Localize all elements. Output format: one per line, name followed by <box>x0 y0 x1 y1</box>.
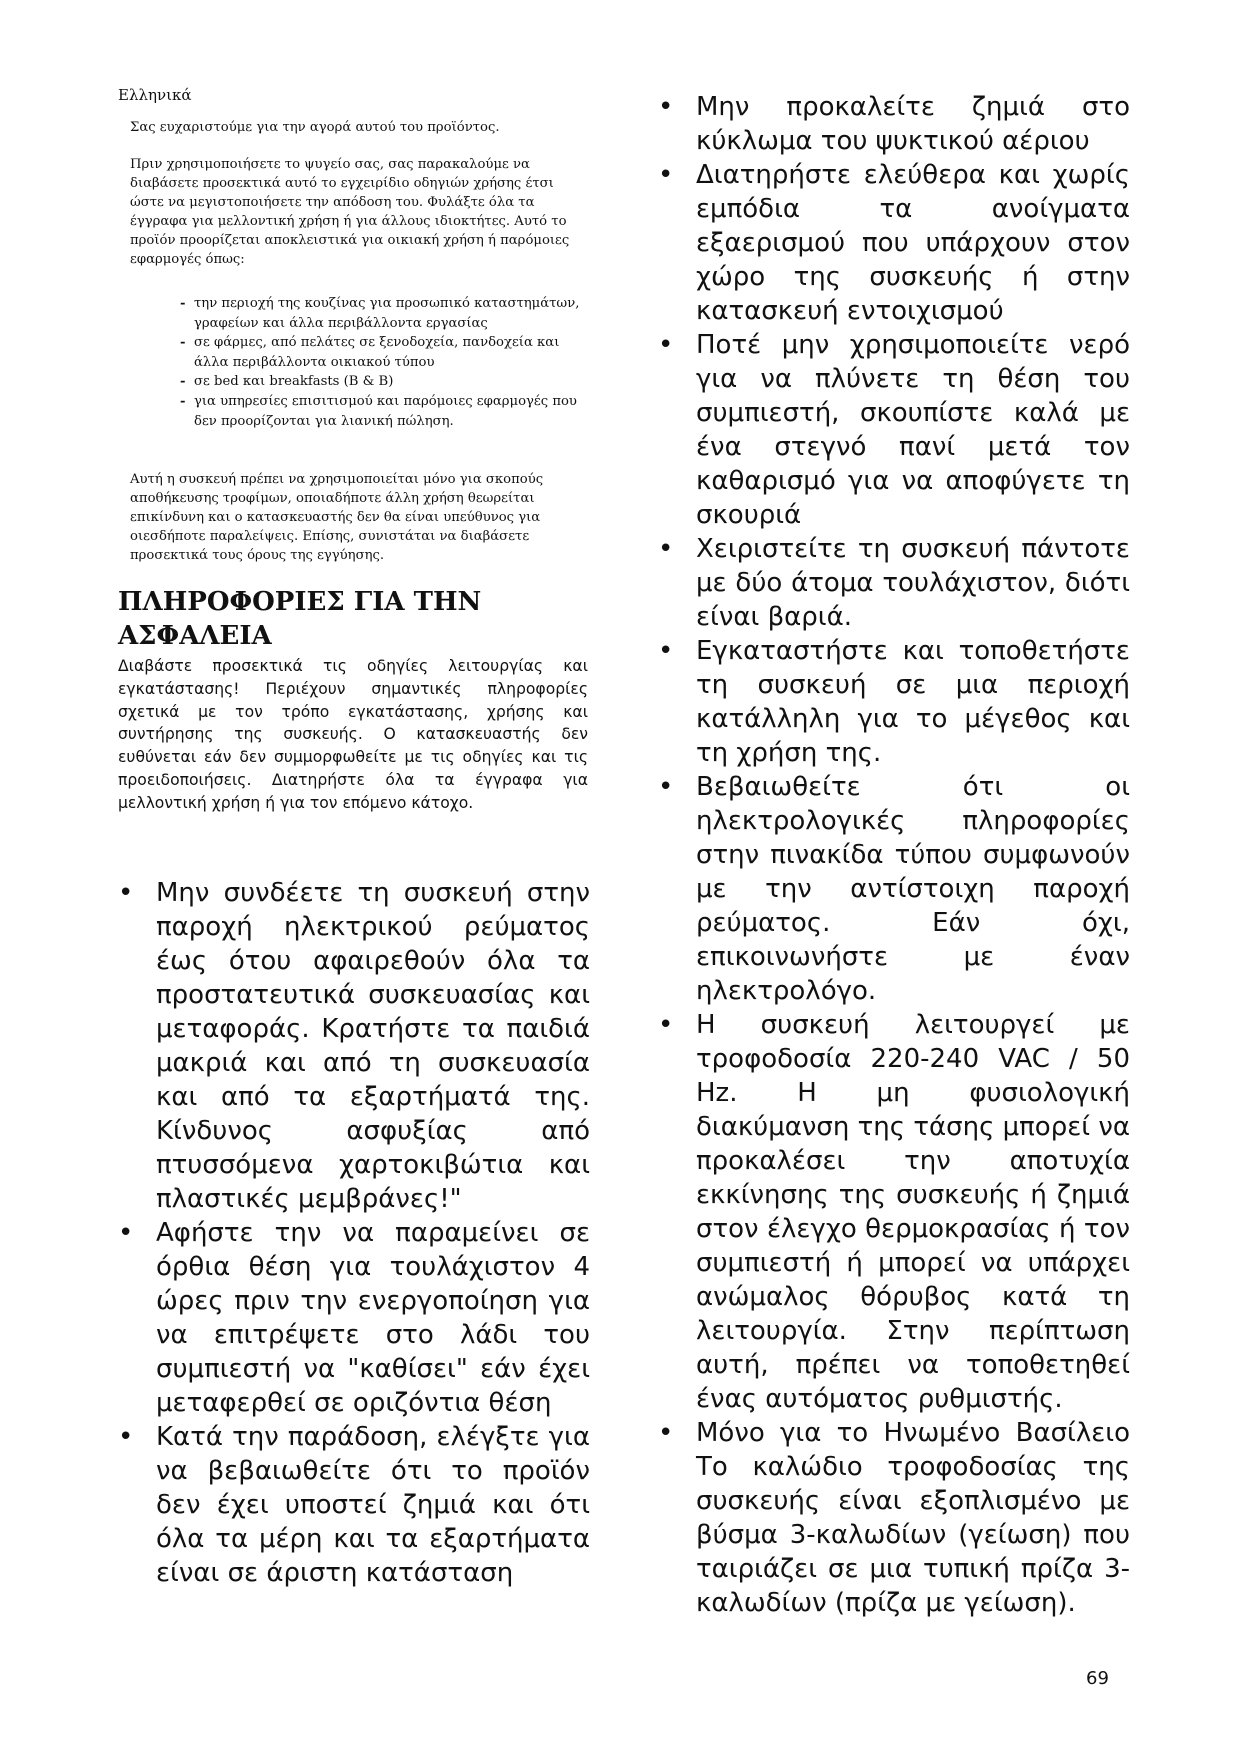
safety-intro: Διαβάστε προσεκτικά τις οδηγίες λειτουργίας και εγκατάστασης! Περιέχουν σημαντικές πληροφορίες σχετικά με τον τρόπο εγκατάστασης, χρήσης και συντήρησης της συσκευής. Ο κατασκευαστής δεν ευθύνεται εάν δεν συμμορφωθείτε με τις οδηγίες και τις προειδοποιήσεις. Διατηρήστε όλα τα έγγραφα για μελλοντική χρήση ή για τον επόμενο κάτοχο. <box>118 657 588 812</box>
page-number: 69 <box>1086 1668 1109 1689</box>
right-bullet-list <box>658 90 1130 1620</box>
list-item: - την περιοχή της κουζίνας για προσωπικό καταστημάτων, γραφείων και άλλα περιβάλλοντα εργασίας <box>180 296 580 331</box>
bullet-item: • Χειριστείτε τη συσκευή πάντοτε με δύο άτομα τουλάχιστον, διότι είναι βαριά. <box>658 532 1130 634</box>
list-item: - για υπηρεσίες επισιτισμού και παρόμοιες εφαρμογές που δεν προορίζονται για λιανική πώληση. <box>180 393 577 429</box>
language-label: Ελληνικά <box>118 86 192 104</box>
bullet-item: • Βεβαιωθείτε ότι οι ηλεκτρολογικές πληροφορίες στην πινακίδα τύπου συμφωνούν με την αντίστοιχη παροχή ρεύματος. Εάν όχι, επικοινωνήστε με έναν ηλεκτρολόγο. <box>658 770 1130 1008</box>
intro-paragraph: Πριν χρησιμοποιήσετε το ψυγείο σας, σας παρακαλούμε να διαβάσετε προσεκτικά αυτό το εγχειρίδιο οδηγιών χρήσης έτσι ώστε να μεγιστοποιήσετε την απόδοση του. Φυλάξτε όλα τα έγγραφα για μελλοντική χρήση ή για άλλους ιδιοκτήτες. Αυτό το προϊόν προορίζεται αποκλειστικά για οικιακή χρήση ή παρόμοιες εφαρμογές όπως: <box>130 157 570 267</box>
bullet-item: • Διατηρήστε ελεύθερα και χωρίς εμπόδια τα ανοίγματα εξαερισμού που υπάρχουν στον χώρο της συσκευής ή στην κατασκευή εντοιχισμού <box>658 158 1130 328</box>
bullet-item: • Μην συνδέετε τη συσκευή στην παροχή ηλεκτρικού ρεύματος έως ότου αφαιρεθούν όλα τα προστατευτικά συσκευασίας και μεταφοράς. Κρατήστε τα παιδιά μακριά και από τη συσκευασία και από τα εξαρτήματά της. Κίνδυνος ασφυξίας από πτυσσόμενα χαρτοκιβώτια και πλαστικές μεμβράνες!" <box>118 876 590 1216</box>
bullet-item: • Η συσκευή λειτουργεί με τροφοδοσία 220-240 VAC / 50 Hz. Η μη φυσιολογική διακύμανση της τάσης μπορεί να προκαλέσει την αποτυχία εκκίνησης της συσκευής ή ζημιά στον έλεγχο θερμοκρασίας ή τον συμπιεστή ή μπορεί να υπάρχει ανώμαλος θόρυβος κατά τη λειτουργία. Στην περίπτωση αυτή, πρέπει να τοποθετηθεί ένας αυτόματος ρυθμιστής. <box>658 1008 1130 1416</box>
bullet-item: • Ποτέ μην χρησιμοποιείτε νερό για να πλύνετε τη θέση του συμπιεστή, σκουπίστε καλά με ένα στεγνό πανί μετά τον καθαρισμό για να αποφύγετε τη σκουριά <box>658 328 1130 532</box>
safety-heading: ΠΛΗΡΟΦΟΡΙΕΣ ΓΙΑ ΤΗΝ ΑΣΦΑΛΕΙΑ <box>118 587 482 651</box>
bullet-item: • Εγκαταστήστε και τοποθετήστε τη συσκευή σε μια περιοχή κατάλληλη για το μέγεθος και τη χρήση της. <box>658 634 1130 770</box>
uses-list <box>180 294 590 431</box>
list-item: - σε bed και breakfasts (B & B) <box>180 374 394 390</box>
thanks-text: Σας ευχαριστούμε για την αγορά αυτού του προϊόντος. <box>130 120 500 135</box>
usage-note: Αυτή η συσκευή πρέπει να χρησιμοποιείται μόνο για σκοπούς αποθήκευσης τροφίμων, οποιαδήποτε άλλη χρήση θεωρείται επικίνδυνη και ο κατασκευαστής δεν θα είναι υπεύθυνος για οιεσδήποτε παραλείψεις. Επίσης, συνιστάται να διαβάσετε προσεκτικά τους όρους της εγγύησης. <box>130 472 544 563</box>
list-item: - σε φάρμες, από πελάτες σε ξενοδοχεία, πανδοχεία και άλλα περιβάλλοντα οικιακού τύπου <box>180 335 560 370</box>
left-bullet-list <box>118 876 590 1590</box>
bullet-item: • Κατά την παράδοση, ελέγξτε για να βεβαιωθείτε ότι το προϊόν δεν έχει υποστεί ζημιά και ότι όλα τα μέρη και τα εξαρτήματα είναι σε άριστη κατάσταση <box>118 1420 590 1590</box>
bullet-item: • Μην προκαλείτε ζημιά στο κύκλωμα του ψυκτικού αέριου <box>658 90 1130 158</box>
bullet-item: • Μόνο για το Ηνωμένο Βασίλειο Το καλώδιο τροφοδοσίας της συσκευής είναι εξοπλισμένο με βύσμα 3-καλωδίων (γείωση) που ταιριάζει σε μια τυπική πρίζα 3-καλωδίων (πρίζα με γείωση). <box>658 1416 1130 1620</box>
bullet-item: • Αφήστε την να παραμείνει σε όρθια θέση για τουλάχιστον 4 ώρες πριν την ενεργοποίηση για να επιτρέψετε στο λάδι του συμπιεστή να "καθίσει" εάν έχει μεταφερθεί σε οριζόντια θέση <box>118 1216 590 1420</box>
